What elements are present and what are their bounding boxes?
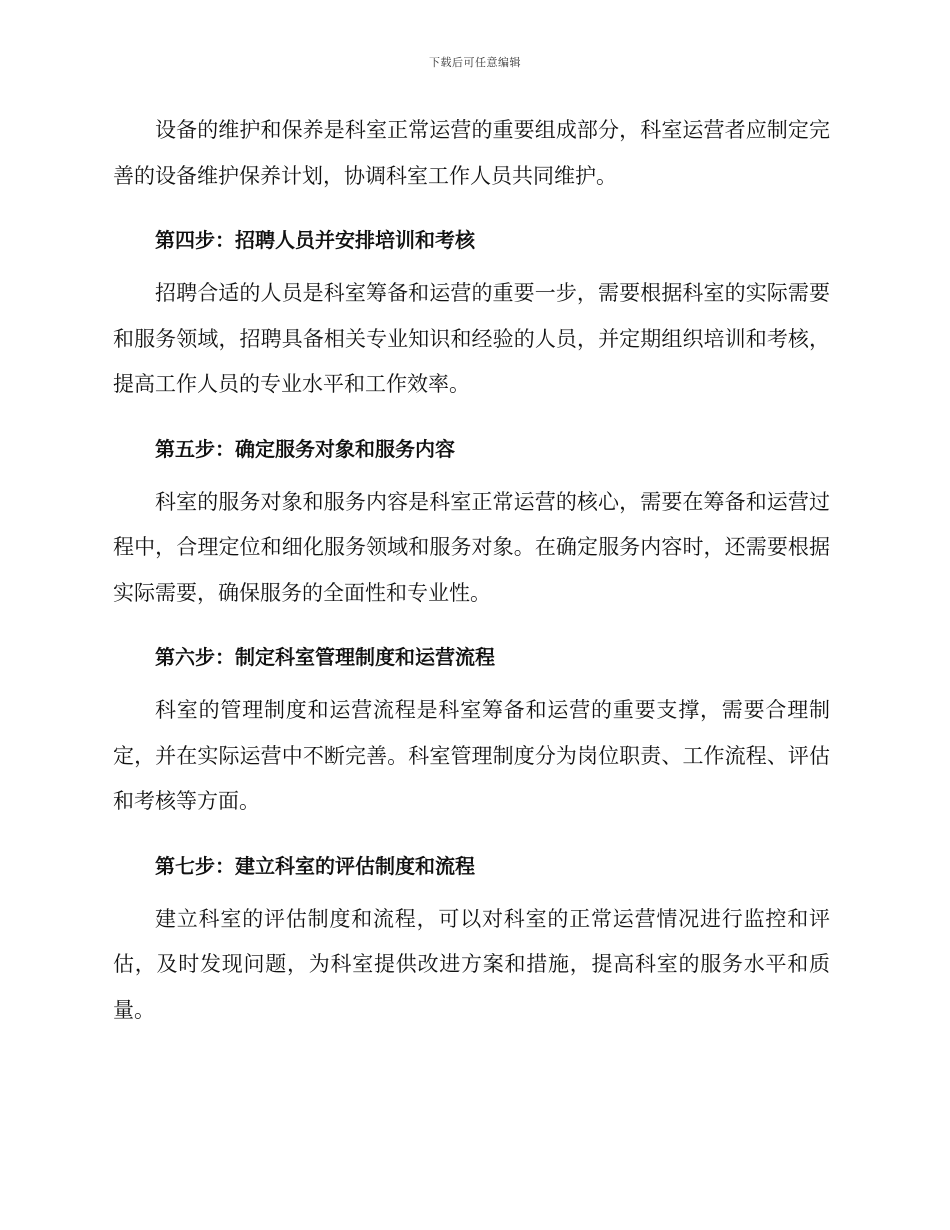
paragraph-equipment-maintenance: 设备的维护和保养是科室正常运营的重要组成部分，科室运营者应制定完善的设备维护保养计划，协调科室工作人员共同维护。 (113, 118, 830, 188)
section-heading-step6: 第六步：制定科室管理制度和运营流程 (155, 645, 495, 669)
document-body (113, 108, 830, 1033)
section-heading-step4: 第四步：招聘人员并安排培训和考核 (155, 228, 475, 252)
paragraph-step7: 建立科室的评估制度和流程，可以对科室的正常运营情况进行监控和评估，及时发现问题，为科室提供改进方案和措施，提高科室的服务水平和质量。 (113, 906, 830, 1022)
section-heading-step7: 第七步：建立科室的评估制度和流程 (155, 853, 475, 878)
section-heading-step5: 第五步：确定服务对象和服务内容 (155, 436, 455, 461)
paragraph-step6: 科室的管理制度和运营流程是科室筹备和运营的重要支撑，需要合理制定，并在实际运营中不断完善。科室管理制度分为岗位职责、工作流程、评估和考核等方面。 (113, 698, 830, 813)
paragraph-step4: 招聘合适的人员是科室筹备和运营的重要一步，需要根据科室的实际需要和服务领域，招聘具备相关专业知识和经验的人员，并定期组织培训和考核，提高工作人员的专业水平和工作效率。 (113, 281, 830, 396)
header-note: 下载后可任意编辑 (429, 56, 521, 69)
paragraph-step5: 科室的服务对象和服务内容是科室正常运营的核心，需要在筹备和运营过程中，合理定位和细化服务领域和服务对象。在确定服务内容时，还需要根据实际需要，确保服务的全面性和专业性。 (113, 489, 830, 605)
